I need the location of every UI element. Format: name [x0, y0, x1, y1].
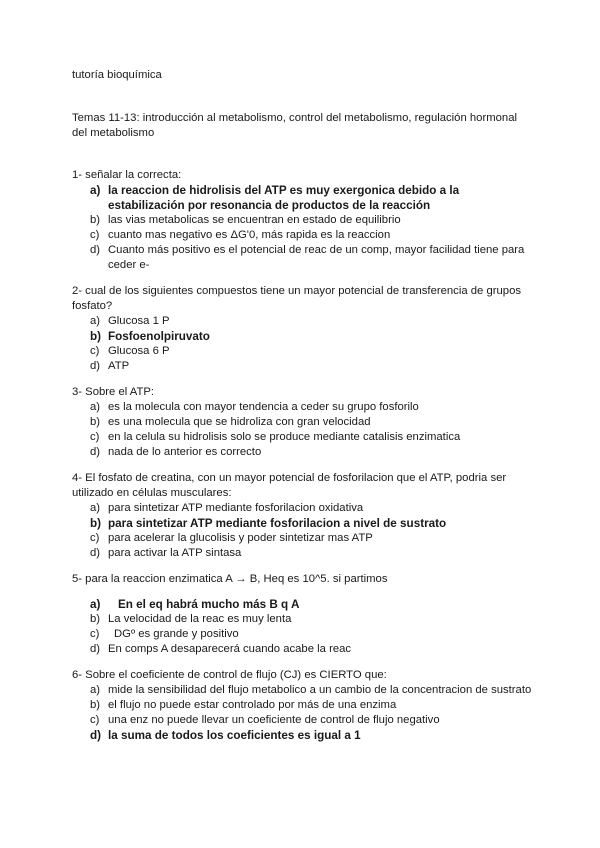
option-item — [72, 430, 532, 445]
option-item-correct — [72, 516, 532, 531]
spacer — [72, 587, 532, 597]
document-subtitle: Temas 11-13: introducción al metabolismo, control del metabolismo, regulación hormonal del metabolismo — [72, 112, 517, 139]
option-list — [72, 683, 532, 743]
question-list — [72, 168, 532, 743]
option-item — [72, 243, 532, 273]
option-letter: c) — [90, 628, 100, 640]
question-5 — [72, 572, 532, 657]
option-text: Cuanto más positivo es el potencial de reac de un comp, mayor facilidad tiene para ceder e- — [108, 244, 525, 271]
question-text: 5- para la reaccion enzimatica A → B, Heq es 10^5. si partimos — [72, 573, 388, 585]
question-text: 2- cual de los siguientes compuestos tiene un mayor potencial de transferencia de grupos fosfato? — [72, 285, 522, 312]
option-text: para sintetizar ATP mediante fosforilacion a nivel de sustrato — [108, 517, 447, 530]
option-text: para acelerar la glucolisis y poder sintetizar mas ATP — [108, 532, 373, 544]
option-letter: d) — [90, 244, 101, 256]
option-text: la suma de todos los coeficientes es igual a 1 — [108, 729, 361, 742]
option-item — [72, 627, 532, 642]
option-text: las vias metabolicas se encuentran en estado de equilibrio — [108, 214, 401, 226]
option-list — [72, 314, 532, 374]
option-item — [72, 546, 532, 561]
option-item-correct — [72, 728, 532, 743]
option-list — [72, 501, 532, 561]
option-letter: a) — [90, 502, 101, 514]
option-letter: a) — [90, 184, 101, 197]
option-letter: b) — [90, 613, 101, 625]
option-item — [72, 415, 532, 430]
option-item — [72, 344, 532, 359]
option-letter: a) — [90, 401, 101, 413]
question-3 — [72, 385, 532, 460]
option-letter: d) — [90, 729, 102, 742]
option-letter: b) — [90, 517, 102, 530]
option-item — [72, 713, 532, 728]
question-text: 4- El fosfato de creatina, con un mayor potencial de fosforilacion que el ATP, podria ser utilizado en células musculares: — [72, 472, 507, 499]
option-text: la reaccion de hidrolisis del ATP es muy exergonica debido a la estabilización por resonancia de productos de la reacción — [108, 184, 460, 212]
option-item — [72, 612, 532, 627]
option-text: La velocidad de la reac es muy lenta — [108, 613, 292, 625]
option-text: DGº es grande y positivo — [114, 628, 239, 640]
option-list — [72, 597, 532, 657]
option-text: para sintetizar ATP mediante fosforilacion oxidativa — [108, 502, 364, 514]
option-letter: d) — [90, 446, 101, 458]
option-letter: d) — [90, 360, 101, 372]
option-text: es la molecula con mayor tendencia a ceder su grupo fosforilo — [108, 401, 419, 413]
option-letter: a) — [90, 684, 101, 696]
option-item — [72, 683, 532, 698]
option-letter: c) — [90, 431, 100, 443]
option-item — [72, 400, 532, 415]
option-letter: b) — [90, 699, 101, 711]
option-letter: c) — [90, 229, 100, 241]
option-item — [72, 445, 532, 460]
question-4 — [72, 471, 532, 561]
option-text: En comps A desaparecerá cuando acabe la reac — [108, 643, 352, 655]
option-item — [72, 501, 532, 516]
option-letter: b) — [90, 416, 101, 428]
option-letter: c) — [90, 532, 100, 544]
option-list — [72, 183, 532, 273]
option-item — [72, 314, 532, 329]
question-6 — [72, 668, 532, 743]
option-item — [72, 531, 532, 546]
option-letter: d) — [90, 547, 101, 559]
question-text: 3- Sobre el ATP: — [72, 386, 155, 398]
option-letter: c) — [90, 714, 100, 726]
option-text: una enz no puede llevar un coeficiente de control de flujo negativo — [108, 714, 440, 726]
question-text: 1- señalar la correcta: — [72, 169, 182, 181]
option-text: En el eq habrá mucho más B q A — [118, 598, 300, 611]
option-item — [72, 698, 532, 713]
option-text: Fosfoenolpiruvato — [108, 330, 210, 343]
option-text: es una molecula que se hidroliza con gran velocidad — [108, 416, 371, 428]
option-text: Glucosa 6 P — [108, 345, 170, 357]
option-item — [72, 359, 532, 374]
option-text: Glucosa 1 P — [108, 315, 170, 327]
question-text: 6- Sobre el coeficiente de control de flujo (CJ) es CIERTO que: — [72, 669, 387, 681]
option-item-correct — [72, 597, 532, 612]
option-text: para activar la ATP sintasa — [108, 547, 242, 559]
option-text: cuanto mas negativo es ΔG'0, más rapida es la reaccion — [108, 229, 391, 241]
option-item-correct — [72, 329, 532, 344]
option-text: ATP — [108, 360, 130, 372]
option-letter: d) — [90, 643, 101, 655]
question-2 — [72, 284, 532, 374]
option-item — [72, 642, 532, 657]
document-page — [72, 68, 532, 754]
option-text: el flujo no puede estar controlado por más de una enzima — [108, 699, 397, 711]
option-letter: c) — [90, 345, 100, 357]
option-item — [72, 213, 532, 228]
question-1 — [72, 168, 532, 273]
option-list — [72, 400, 532, 460]
option-item — [72, 228, 532, 243]
option-text: nada de lo anterior es correcto — [108, 446, 262, 458]
option-text: en la celula su hidrolisis solo se produce mediante catalisis enzimatica — [108, 431, 461, 443]
option-letter: a) — [90, 598, 101, 611]
option-letter: b) — [90, 214, 101, 226]
document-title: tutoría bioquímica — [72, 69, 162, 81]
option-item-correct — [72, 183, 532, 213]
option-text: mide la sensibilidad del flujo metabolico a un cambio de la concentracion de sustrato — [108, 684, 532, 696]
option-letter: b) — [90, 330, 102, 343]
option-letter: a) — [90, 315, 101, 327]
